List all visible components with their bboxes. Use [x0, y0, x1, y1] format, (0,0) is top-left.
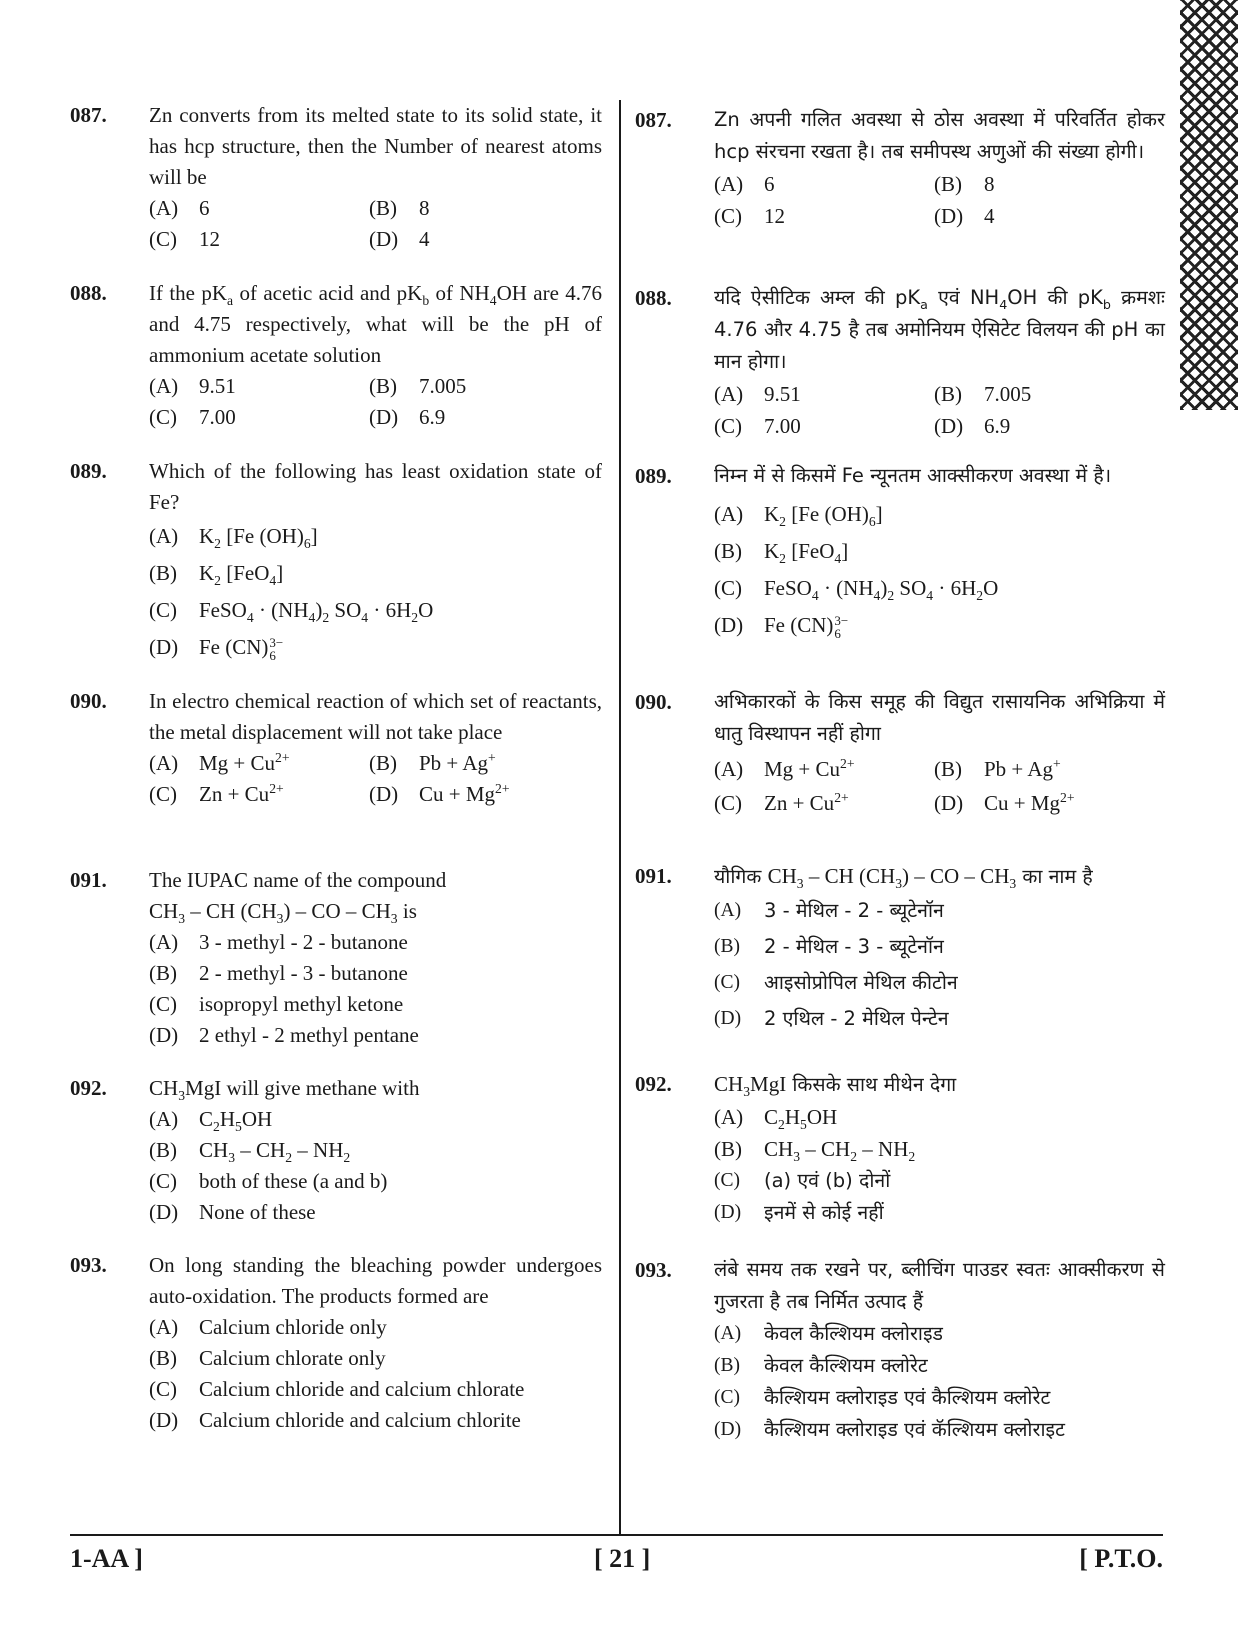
question-number: 087.	[70, 103, 107, 127]
option-b: (B) केवल कैल्शियम क्लोरेट	[714, 1354, 928, 1377]
question-text: अभिकारकों के किस समूह की विद्युत रासायनिक अभिक्रिया में धातु विस्थापन नहीं होगा	[714, 690, 1165, 745]
question-number: 093.	[635, 1258, 672, 1282]
question-92-hi	[635, 1068, 1165, 1229]
question-number: 088.	[70, 281, 107, 305]
question-88-en	[70, 278, 602, 433]
option-d: (D) 6.9	[934, 414, 1011, 438]
question-number: 091.	[70, 868, 107, 892]
question-number: 093.	[70, 1253, 107, 1277]
question-number: 087.	[635, 108, 672, 132]
option-c: (C) FeSO$_4$ · $(NH_4)_2$ $SO_4 \cdot 6H_2O$	[714, 576, 999, 604]
option-b: (B) $K_2$ [FeO$_4$]	[149, 561, 284, 589]
option-c: (C) 12	[149, 227, 220, 251]
option-c: (C) $Zn + Cu^{2+}$	[149, 781, 284, 806]
question-text: निम्न में से किसमें Fe न्यूनतम आक्सीकरण अवस्था में है।	[714, 464, 1112, 487]
option-a: (A) $Mg + Cu^{2+}$	[149, 750, 290, 775]
option-c: (C) (a) एवं (b) दोनों	[714, 1169, 891, 1192]
question-number: 091.	[635, 864, 672, 888]
question-text: यौगिक $CH_3$ – CH $(CH_3)$ – CO – $CH_3$ का नाम है	[714, 864, 1093, 892]
option-b: (B) 8	[369, 196, 430, 220]
option-d: (D) $Cu + Mg^{2+}$	[369, 781, 510, 806]
option-d: (D) इनमें से कोई नहीं	[714, 1201, 884, 1224]
option-d: (D) Calcium chloride and calcium chlorite	[149, 1408, 521, 1432]
question-text: The IUPAC name of the compound $CH_3$ – CH $(CH_3)$ – CO – $CH_3$ is	[149, 868, 447, 927]
option-d: (D) $Cu + Mg^{2+}$	[934, 790, 1075, 815]
option-a: (A) 6	[149, 196, 210, 220]
question-number: 090.	[635, 690, 672, 714]
option-b: (B) $CH_3 - CH_2 - NH_2$	[149, 1138, 351, 1166]
option-a: (A) 3 - मेथिल - 2 - ब्यूटेनॉन	[714, 899, 944, 922]
question-88-hi	[635, 282, 1165, 442]
option-c: (C) 7.00	[149, 405, 236, 429]
option-b: (B) Pb + Ag+	[369, 750, 496, 775]
question-91-hi	[635, 860, 1165, 1037]
option-b: (B) $CH_3 - CH_2 - NH_2$	[714, 1137, 916, 1165]
option-c: (C) कैल्शियम क्लोराइड एवं कैल्शियम क्लोरेट	[714, 1386, 1051, 1409]
question-number: 090.	[70, 689, 107, 713]
option-d: (D) None of these	[149, 1200, 316, 1224]
option-a: (A) 9.51	[149, 374, 236, 398]
option-b: (B) 7.005	[934, 382, 1032, 406]
option-c: (C) आइसोप्रोपिल मेथिल कीटोन	[714, 971, 958, 994]
option-a: (A) केवल कैल्शियम क्लोराइड	[714, 1322, 943, 1345]
option-c: (C) FeSO$_4$ · $(NH_4)_2$ $SO_4 \cdot 6H_2O$	[149, 598, 434, 626]
question-text: Zn converts from its melted state to its solid state, it has hcp structure, then the Number of nearest atoms will be	[149, 103, 602, 189]
option-d: (D) 2 एथिल - 2 मेथिल पेन्टेन	[714, 1007, 949, 1030]
question-90-en	[70, 686, 602, 810]
option-d: (D) 6.9	[369, 405, 446, 429]
option-d: (D) 4	[369, 227, 430, 251]
question-text: $CH_3MgI$ will give methane with	[149, 1076, 420, 1104]
question-93-hi	[635, 1254, 1165, 1446]
option-c: (C) Calcium chloride and calcium chlorate	[149, 1377, 525, 1401]
question-text: If the $pK_a$ of acetic acid and $pK_b$ of $NH_4OH$ are 4.76 and 4.75 respectively, what will be the pH of ammonium acetate solution	[149, 281, 603, 367]
question-92-en	[70, 1073, 602, 1228]
page-number: [ 21 ]	[594, 1544, 651, 1573]
booklet-code: 1-AA ]	[70, 1544, 143, 1573]
question-number: 088.	[635, 286, 672, 310]
question-text: यदि ऐसीटिक अम्ल की $pK_a$ एवं $NH_4OH$ की $pK_b$ क्रमशः 4.76 और 4.75 है तब अमोनियम ऐसिटेट विलयन की pH का मान होगा।	[714, 286, 1165, 373]
question-number: 092.	[70, 1076, 107, 1100]
question-91-en	[70, 865, 602, 1051]
question-90-hi	[635, 686, 1165, 820]
option-b: (B) Pb + Ag+	[934, 756, 1061, 781]
question-text: लंबे समय तक रखने पर, ब्लीचिंग पाउडर स्वतः आक्सीकरण से गुजरता है तब निर्मित उत्पाद हैं	[714, 1258, 1165, 1313]
column-divider	[619, 100, 621, 1534]
option-b: (B) 8	[934, 172, 995, 196]
option-d: (D) Fe (CN) 3− 6	[714, 612, 849, 642]
option-b: (B) Calcium chlorate only	[149, 1346, 386, 1370]
question-text: $CH_3MgI$ किसके साथ मीथेन देगा	[714, 1072, 957, 1100]
option-c: (C) 7.00	[714, 414, 801, 438]
option-a: (A) $C_2H_5OH$	[714, 1105, 838, 1133]
option-d: (D) Fe (CN) 3− 6	[149, 634, 284, 664]
question-text: Which of the following has least oxidation state of Fe?	[149, 459, 602, 514]
question-87-hi	[635, 104, 1165, 232]
question-89-en	[70, 456, 602, 666]
option-d: (D) 4	[934, 204, 995, 228]
option-a: (A) 6	[714, 172, 775, 196]
option-d: (D) कैल्शियम क्लोराइड एवं कॅल्शियम क्लोराइट	[714, 1418, 1065, 1441]
decorative-pattern	[1180, 0, 1238, 410]
option-c: (C) both of these (a and b)	[149, 1169, 388, 1193]
question-text: In electro chemical reaction of which set of reactants, the metal displacement will not take place	[149, 689, 602, 744]
question-87-en	[70, 100, 602, 255]
question-number: 089.	[70, 459, 107, 483]
option-a: (A) 9.51	[714, 382, 801, 406]
question-text: On long standing the bleaching powder undergoes auto-oxidation. The products formed are	[149, 1253, 602, 1308]
pto-label: [ P.T.O.	[1079, 1544, 1163, 1573]
option-c: (C) isopropyl methyl ketone	[149, 992, 404, 1016]
option-b: (B) 2 - मेथिल - 3 - ब्यूटेनॉन	[714, 935, 944, 958]
option-a: (A) $K_2$ [Fe $(OH)_6$]	[714, 502, 883, 530]
option-b: (B) $K_2$ [FeO$_4$]	[714, 539, 849, 567]
question-89-hi	[635, 460, 1165, 644]
option-c: (C) $Zn + Cu^{2+}$	[714, 790, 849, 815]
option-a: (A) $Mg + Cu^{2+}$	[714, 756, 855, 781]
footer-rule	[70, 1534, 1163, 1536]
option-a: (A) Calcium chloride only	[149, 1315, 387, 1339]
option-b: (B) 2 - methyl - 3 - butanone	[149, 961, 408, 985]
option-a: (A) $C_2H_5OH$	[149, 1107, 273, 1135]
option-a: (A) 3 - methyl - 2 - butanone	[149, 930, 408, 954]
question-number: 089.	[635, 464, 672, 488]
option-b: (B) 7.005	[369, 374, 467, 398]
option-d: (D) 2 ethyl - 2 methyl pentane	[149, 1023, 419, 1047]
question-93-en	[70, 1250, 602, 1436]
option-a: (A) $K_2$ [Fe $(OH)_6$]	[149, 524, 318, 552]
option-c: (C) 12	[714, 204, 785, 228]
question-number: 092.	[635, 1072, 672, 1096]
question-text: Zn अपनी गलित अवस्था से ठोस अवस्था में परिवर्तित होकर hcp संरचना रखता है। तब समीपस्थ अणुओं की संख्या होगी।	[714, 108, 1165, 163]
